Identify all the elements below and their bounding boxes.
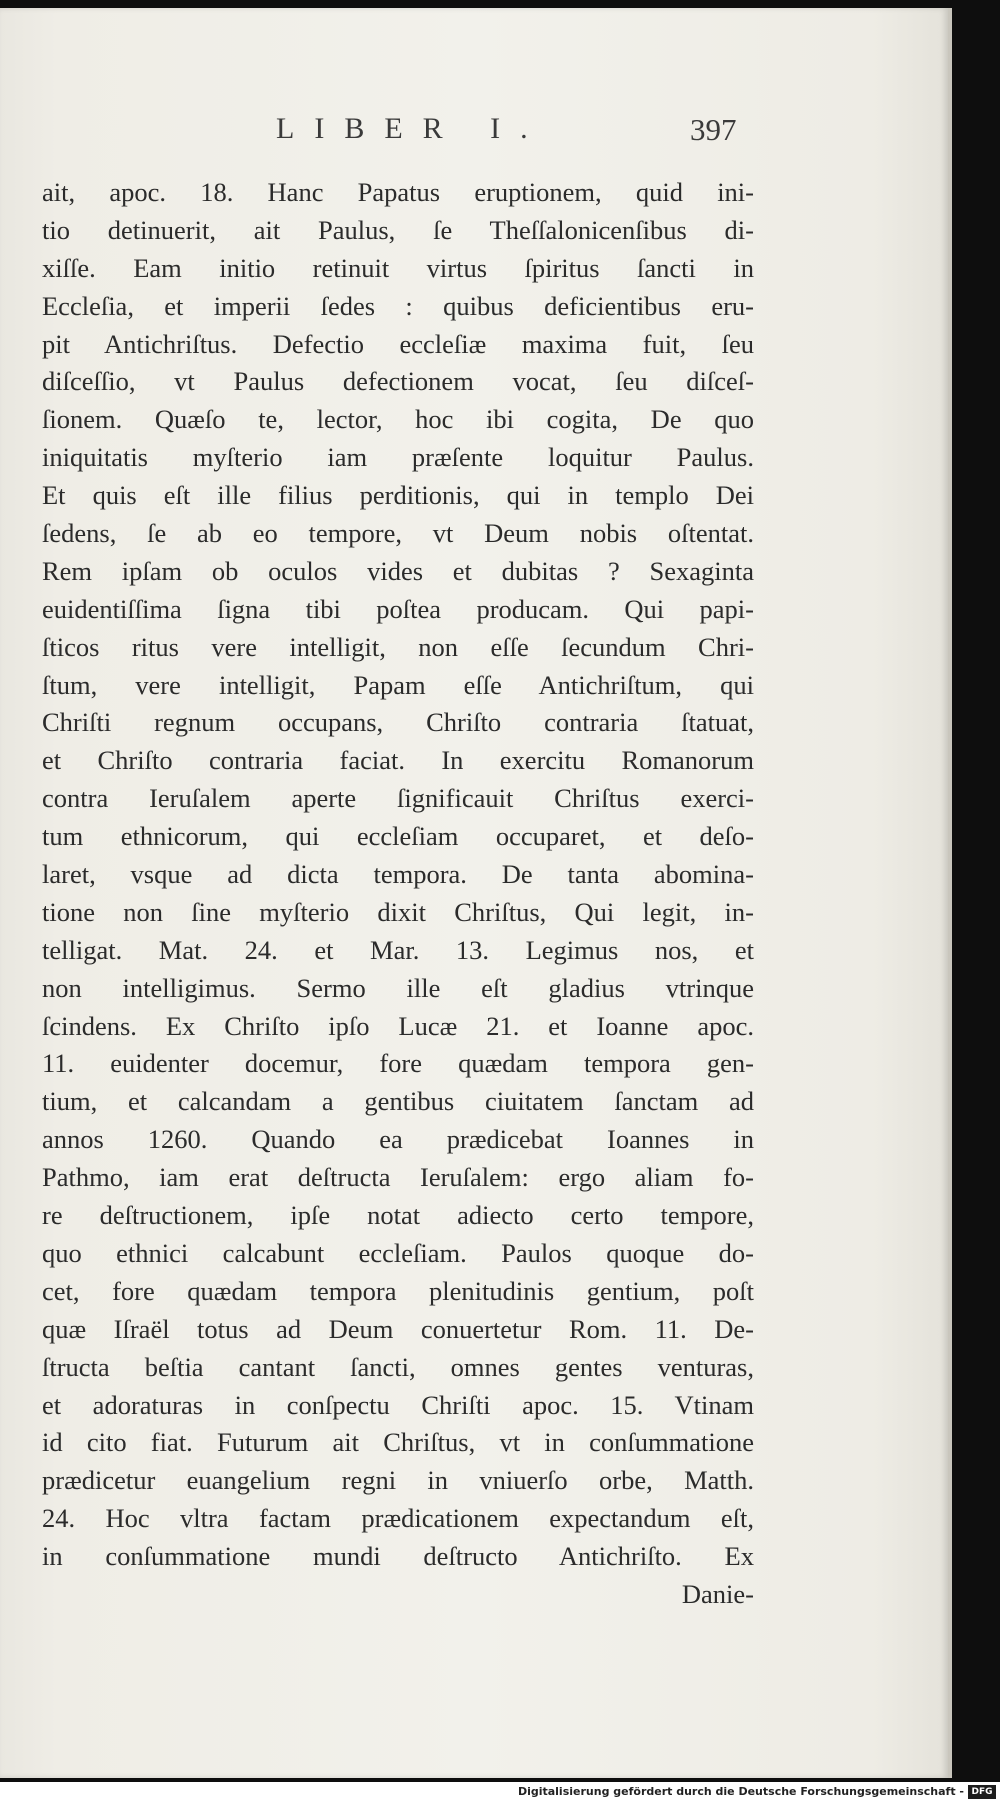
text-line: contra Ieruſalem aperte ſignificauit Chriſtus exerci-	[42, 783, 754, 814]
text-line: Eccleſia, et imperii ſedes : quibus deficientibus eru-	[42, 290, 754, 321]
digitization-footer	[0, 1782, 1000, 1803]
text-line: et Chriſto contraria faciat. In exercitu Romanorum	[42, 745, 754, 776]
text-line: annos 1260. Quando ea prædicebat Ioannes in	[42, 1124, 754, 1155]
text-line: prædicetur euangelium regni in vniuerſo orbe, Matth.	[42, 1465, 754, 1496]
text-line: tum ethnicorum, qui eccleſiam occuparet, et deſo-	[42, 821, 754, 852]
text-line: ſticos ritus vere intelligit, non eſſe ſecundum Chri-	[42, 631, 754, 662]
catchword: Danie-	[681, 1578, 754, 1609]
text-line: ſtum, vere intelligit, Papam eſſe Antichriſtum, qui	[42, 669, 754, 700]
text-line: Et quis eſt ille filius perditionis, qui in templo Dei	[42, 480, 754, 511]
funding-credit: Digitalisierung gefördert durch die Deutsche Forschungsgemeinschaft -	[517, 1785, 964, 1798]
text-line: ait, apoc. 18. Hanc Papatus eruptionem, quid ini-	[42, 177, 754, 207]
text-line: et adoraturas in conſpectu Chriſti apoc. 15. Vtinam	[42, 1389, 754, 1420]
text-line: euidentiſſima ſigna tibi poſtea producam. Qui papi-	[42, 593, 754, 624]
text-line: pit Antichriſtus. Defectio eccleſiæ maxima fuit, ſeu	[42, 328, 754, 359]
text-line: telligat. Mat. 24. et Mar. 13. Legimus nos, et	[42, 934, 754, 965]
text-line: iniquitatis myſterio iam præſente loquitur Paulus.	[42, 442, 754, 473]
text-line: re deſtructionem, ipſe notat adiecto certo tempore,	[42, 1200, 754, 1231]
text-line: tione non ſine myſterio dixit Chriſtus, Qui legit, in-	[42, 896, 754, 927]
text-line: cet, fore quædam tempora plenitudinis gentium, poſt	[42, 1275, 754, 1306]
text-line: xiſſe. Eam initio retinuit virtus ſpiritus ſancti in	[42, 252, 754, 283]
text-line: Rem ipſam ob oculos vides et dubitas ? Sexaginta	[42, 555, 754, 586]
text-line: id cito fiat. Futurum ait Chriſtus, vt in conſummatione	[42, 1427, 754, 1458]
page-number: 397	[690, 112, 737, 147]
page-edge	[948, 8, 952, 1778]
text-line: non intelligimus. Sermo ille eſt gladius vtrinque	[42, 972, 754, 1003]
text-line: 11. euidenter docemur, fore quædam tempora gen-	[42, 1048, 754, 1079]
text-line: ſedens, ſe ab eo tempore, vt Deum nobis oſtentat.	[42, 518, 754, 549]
text-line: diſceſſio, vt Paulus defectionem vocat, ſeu diſceſ-	[42, 366, 754, 397]
text-line: 24. Hoc vltra factam prædicationem expectandum eſt,	[42, 1503, 754, 1534]
dfg-logo: DFG	[968, 1785, 996, 1799]
text-line: in conſummatione mundi deſtructo Antichriſto. Ex	[42, 1541, 754, 1572]
text-line: tio detinuerit, ait Paulus, ſe Theſſalonicenſibus di-	[42, 214, 754, 245]
text-line: quæ Iſraël totus ad Deum conuertetur Rom. 11. De-	[42, 1313, 754, 1344]
text-line: quo ethnici calcabunt eccleſiam. Paulos quoque do-	[42, 1237, 754, 1268]
text-line: tium, et calcandam a gentibus ciuitatem ſanctam ad	[42, 1086, 754, 1117]
text-line: ſionem. Quæſo te, lector, hoc ibi cogita, De quo	[42, 404, 754, 435]
body-text	[42, 174, 754, 1614]
text-line: ſtructa beſtia cantant ſancti, omnes gentes venturas,	[42, 1351, 754, 1382]
text-line: ſcindens. Ex Chriſto ipſo Lucæ 21. et Ioanne apoc.	[42, 1010, 754, 1041]
text-line: Chriſti regnum occupans, Chriſto contraria ſtatuat,	[42, 707, 754, 738]
text-line: laret, vsque ad dicta tempora. De tanta abomina-	[42, 859, 754, 890]
running-head-title: LIBER I.	[276, 112, 548, 145]
text-line: Pathmo, iam erat deſtructa Ieruſalem: ergo aliam fo-	[42, 1162, 754, 1193]
